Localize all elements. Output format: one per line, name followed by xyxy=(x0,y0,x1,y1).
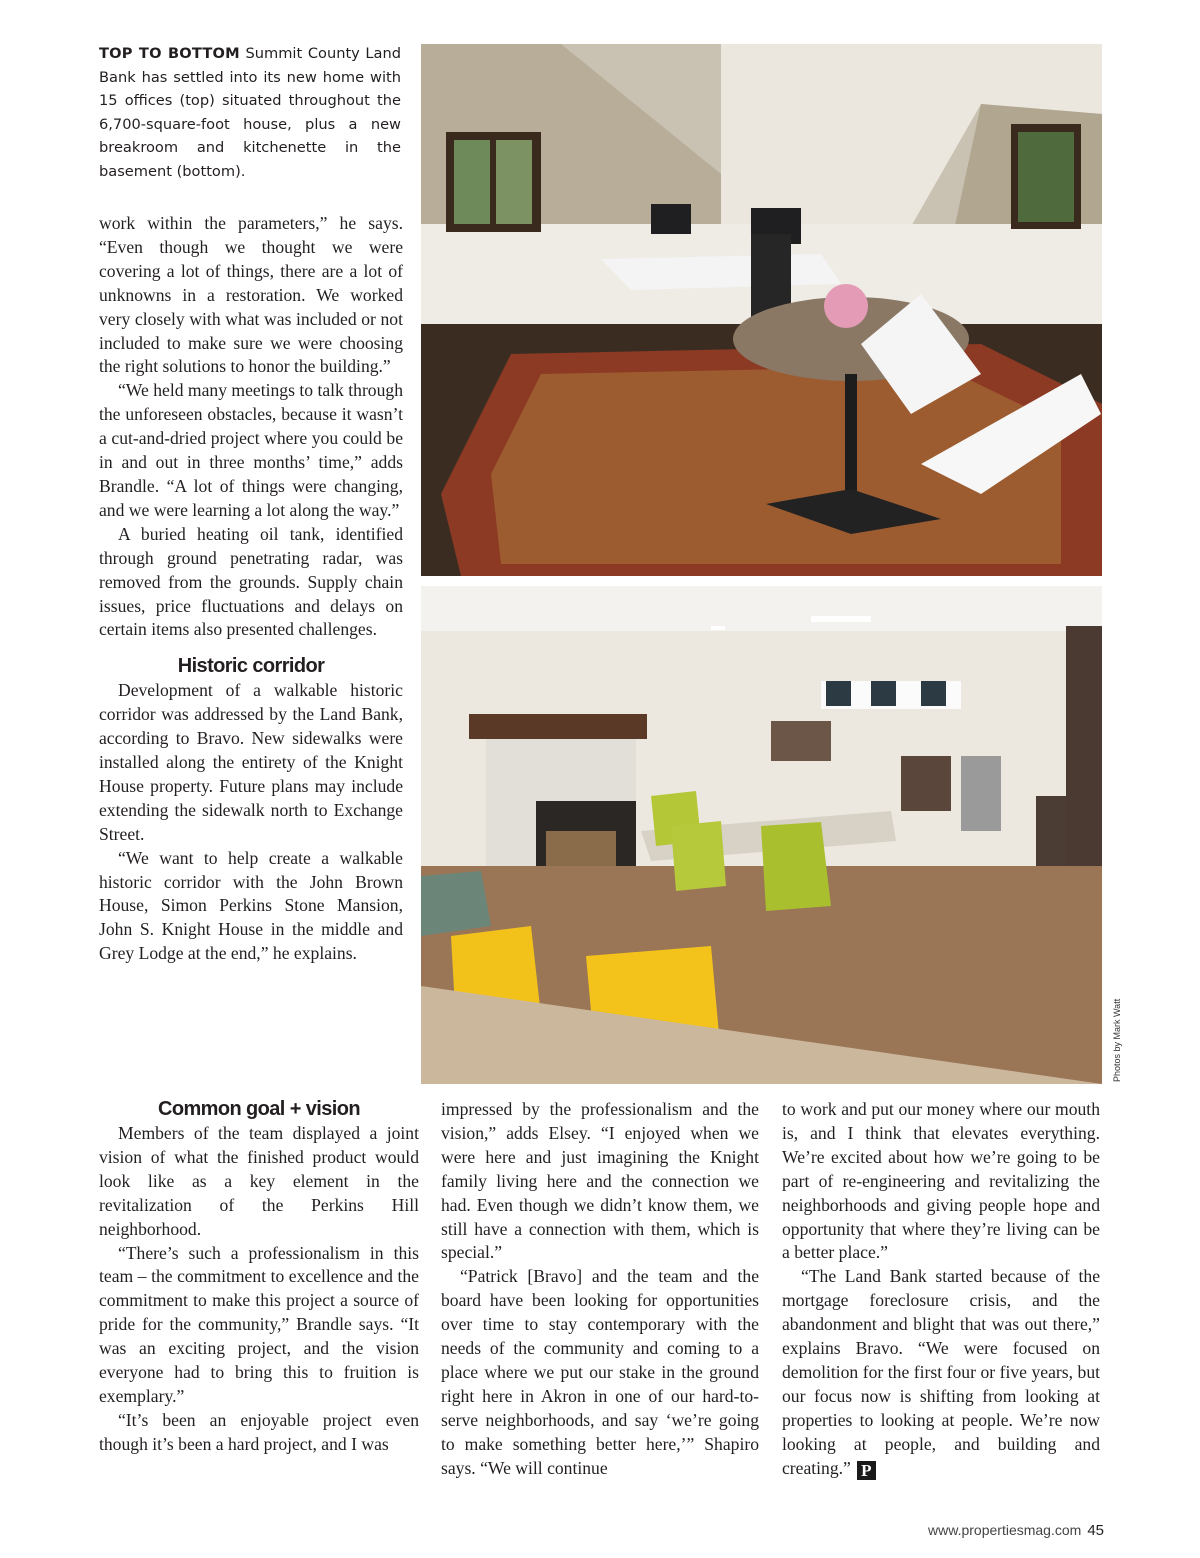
caption-lead: TOP TO BOTTOM xyxy=(99,45,240,62)
section-heading-historic-corridor: Historic corridor xyxy=(177,655,325,678)
paragraph-text: “The Land Bank started because of the mortgage foreclosure crisis, and the abandonment and blight that was out there,” explains Bravo. “We were focused on demolition for the first four or five years, but our focus now is shifting from looking at properties to looking at people. We’re now looking at people, and building and creating.” xyxy=(782,1266,1100,1478)
bottom-column-3 xyxy=(782,1098,1100,1481)
paragraph: A buried heating oil tank, identified through ground penetrating radar, was removed from the grounds. Supply chain issues, price fluctuations and delays on certain items also presented challenges. xyxy=(99,523,403,640)
page-footer xyxy=(928,1522,1104,1539)
paragraph: work within the parameters,” he says. “Even though we thought we were covering a lot of things, there are a lot of unknowns in a restoration. We worked very closely with what was included or not included to make sure we were choosing the right solutions to honor the building.” xyxy=(99,213,403,377)
breakroom-photo xyxy=(421,586,1102,1084)
end-mark-icon: P xyxy=(857,1461,876,1480)
paragraph: “We want to help create a walkable historic corridor with the John Brown House, Simon Perkins Stone Mansion, John S. Knight House in the middle and Grey Lodge at the end,” he explains. xyxy=(99,847,403,964)
section-heading-common-goal: Common goal + vision xyxy=(158,1098,360,1120)
paragraph: impressed by the professionalism and the vision,” adds Elsey. “I enjoyed when we were here and just imagining the Knight family living here and the connection we had. Even though we didn’t know them, we still have a connection with them, which is special.” xyxy=(441,1099,759,1263)
caption-text: Summit County Land Bank has settled into its new home with 15 offices (top) situated throughout the 6,700-square-foot house, plus a new breakroom and kitchenette in the basement (bottom). xyxy=(99,45,402,180)
paragraph: “It’s been an enjoyable project even though it’s been a hard project, and I was xyxy=(99,1409,419,1454)
photo-caption xyxy=(99,42,401,183)
bottom-column-2 xyxy=(441,1098,759,1481)
bottom-column-1 xyxy=(99,1097,419,1457)
office-photo xyxy=(421,44,1102,576)
paragraph: “Patrick [Bravo] and the team and the board have been looking for opportunities over time to stay contemporary with the needs of the community and coming to a place where we put our stake in the ground right here in Akron in one of our hard-to-serve neighborhoods, and say ‘we’re going to make something better here,’” Shapiro says. “We will continue xyxy=(441,1266,759,1478)
paragraph: Development of a walkable historic corridor was addressed by the Land Bank, according to Bravo. New sidewalks were installed along the entirety of the Knight House property. Future plans may include extending the sidewalk north to Exchange Street. xyxy=(99,680,403,844)
page-number: 45 xyxy=(1087,1522,1104,1539)
paragraph: to work and put our money where our mouth is, and I think that elevates everything. We’re excited about how we’re going to be part of re-engineering and revitalizing the neighborhoods and giving people hope and opportunity that where they’re living can be a better place.” xyxy=(782,1099,1100,1263)
paragraph: “We held many meetings to talk through the unforeseen obstacles, because it wasn’t a cut-and-dried project where you could be in and out in three months’ time,” adds Brandle. “A lot of things were changing, and we were learning a lot along the way.” xyxy=(99,380,403,520)
paragraph: Members of the team displayed a joint vision of what the finished product would look like as a key element in the revitalization of the Perkins Hill neighborhood. xyxy=(99,1123,419,1239)
left-column xyxy=(99,212,403,966)
photo-credit: Photos by Mark Watt xyxy=(1112,998,1122,1082)
paragraph: “There’s such a professionalism in this team – the commitment to excellence and the commitment to make this project a source of pride for the community,” Brandle says. “It was an exciting project, and the vision everyone had to bring this to fruition is exemplary.” xyxy=(99,1242,419,1406)
website-url: www.propertiesmag.com xyxy=(928,1522,1082,1538)
paragraph xyxy=(782,1265,1100,1480)
